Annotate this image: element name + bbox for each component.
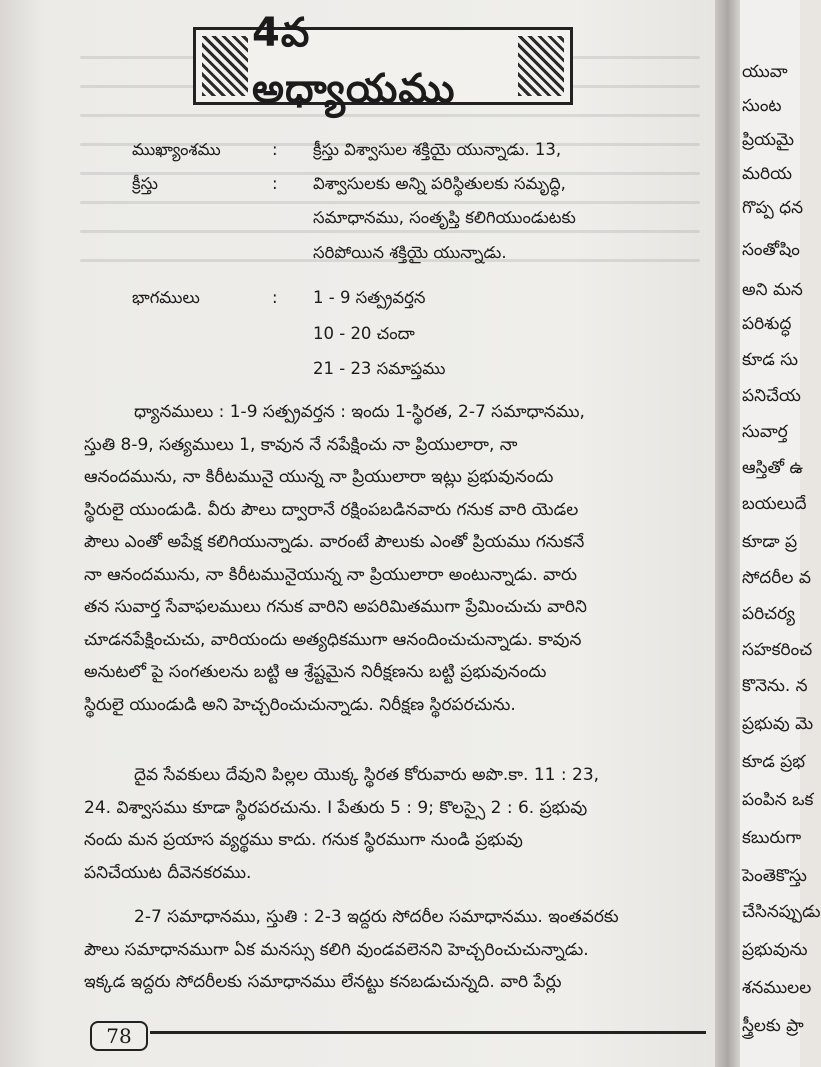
adjacent-page-fragment: అని మన: [742, 280, 803, 300]
summary-line: సమాధానము, సంతృప్తి కలిగియుండుటకు: [313, 208, 576, 227]
paragraph-line: తన సువార్త సేవాఫలములు గనుక వారిని అపరిమితముగా ప్రేమించుచు వారిని: [84, 597, 587, 617]
chapter-title: 4వ అధ్యాయము: [252, 10, 456, 112]
paragraph-line: ఇక్కడ ఇద్దరు సోదరీలకు సమాధానము లేనట్టు కనబడుచున్నది. వారి పేర్లు: [84, 972, 562, 992]
adjacent-page-fragment: ప్రభువును: [742, 940, 808, 960]
summary-line: క్రీస్తు విశ్వాసుల శక్తియై యున్నాడు. 13,: [313, 140, 562, 159]
adjacent-page-fragment: మరియ: [742, 164, 792, 184]
body-paragraph: [84, 396, 704, 721]
sections-colon: :: [272, 288, 278, 307]
paragraph-line: పౌలు సమాధానముగా ఏక మనస్సు కలిగి వుండవలెనని హెచ్చరించుచున్నాడు.: [84, 939, 589, 960]
adjacent-page-fragment: సహకరించ: [742, 640, 813, 660]
paragraph-line: దైవ సేవకులు దేవుని పిల్లల యొక్క స్థిరత కోరువారు అపొ.కా. 11 : 23,: [134, 765, 600, 785]
adjacent-page-fragment: ప్రియమై: [742, 130, 794, 150]
paragraph-line: అనుటలో పై సంగతులను బట్టి ఆ శ్రేష్టమైన నిరీక్షణను బట్టి ప్రభువునందు: [84, 662, 547, 682]
summary-colon-2: :: [272, 174, 278, 193]
footer-rule: [150, 1031, 706, 1034]
adjacent-page-fragment: కబురుగా: [742, 828, 802, 848]
summary-line: విశ్వాసులకు అన్ని పరిస్థితులకు సమృద్ధి,: [313, 174, 566, 193]
adjacent-page-fragment: కూడ ప్రభ: [742, 752, 806, 772]
adjacent-page-fragment: పంపిన ఒక: [742, 790, 814, 810]
summary-label-christ: క్రీస్తు: [132, 174, 158, 193]
paragraph-line: ధ్యానములు : 1-9 సత్ప్రవర్తన : ఇందు 1-స్థిరత, 2-7 సమాధానము,: [134, 402, 585, 422]
adjacent-page-fragment: చేసినప్పుడు: [742, 902, 821, 922]
paragraph-line: స్థిరులై యుండుడి. వీరు పౌలు ద్వారానే రక్షింపబడినవారు గనుక వారి యెడల: [84, 499, 579, 520]
adjacent-page-fragment: సుంట: [742, 96, 782, 116]
section-item: 21 - 23 సమాప్తము: [313, 359, 446, 378]
adjacent-page-fragment: కూడ సు: [742, 350, 799, 370]
paragraph-line: ఆనందమును, నా కిరీటమునై యున్న నా ప్రియులారా ఇట్లు ప్రభువునందు: [84, 467, 554, 487]
adjacent-page-fragment: కూడా ప్ర: [742, 532, 798, 552]
chapter-title-box: [193, 10, 573, 112]
adjacent-page-fragment: శనములల: [742, 978, 812, 998]
hatch-pattern-left: [202, 36, 248, 96]
paragraph-line: నందు మన ప్రయాస వ్యర్థము కాదు. గనుక స్థిరముగా నుండి ప్రభువు: [84, 830, 523, 850]
adjacent-page-fragment: కొనెను. న: [742, 676, 808, 696]
summary-line: సరిపోయిన శక్తియై యున్నాడు.: [313, 243, 507, 262]
summary-colon-1: :: [272, 140, 278, 159]
adjacent-page-fragment: బయలుదే: [742, 494, 807, 514]
adjacent-page-fragment: పెంతెకొస్తు: [742, 866, 807, 886]
paragraph-line: పౌలు ఎంతో అపేక్ష కలిగియున్నాడు. వారంటే పౌలుకు ఎంతో ప్రియము గనుకనే: [84, 532, 585, 552]
body-paragraph: [84, 759, 704, 889]
section-item: 1 - 9 సత్ప్రవర్తన: [313, 288, 426, 307]
hatch-pattern-right: [518, 36, 564, 96]
adjacent-page-edge: [740, 0, 821, 1067]
section-item: 10 - 20 చందా: [313, 324, 415, 343]
adjacent-page-fragment: పరిశుద్ధ: [742, 314, 792, 334]
paragraph-line: 24. విశ్వాసము కూడా స్థిరపరచును. I పేతురు 5 : 9; కొలస్సై 2 : 6. ప్రభువు: [84, 797, 588, 818]
adjacent-page-fragment: ఆస్తితో ఉ: [742, 458, 804, 478]
book-gutter: [715, 0, 740, 1067]
paragraph-line: చూడనపేక్షించుచు, వారియందు అత్యధికముగా ఆనందించుచున్నాడు. కావున: [84, 629, 582, 650]
adjacent-page-fragment: పరిచర్య: [742, 604, 795, 624]
adjacent-page-fragment: యువా: [742, 62, 788, 82]
adjacent-page-fragment: గొప్ప ధన: [742, 198, 804, 218]
paragraph-line: 2-7 సమాధానము, స్తుతి : 2-3 ఇద్దరు సోదరీల సమాధానము. ఇంతవరకు: [134, 907, 619, 927]
paragraph-line: స్తుతి 8-9, సత్యములు 1, కావున నే నపేక్షించు నా ప్రియులారా, నా: [84, 434, 518, 455]
page-number: 78: [90, 1021, 148, 1051]
adjacent-page-fragment: ప్రభువు మె: [742, 714, 814, 734]
adjacent-page-fragment: పనిచేయ: [742, 386, 801, 406]
adjacent-page-fragment: సువార్త: [742, 422, 788, 442]
sections-label: భాగములు: [132, 288, 200, 307]
summary-label-main-point: ముఖ్యాంశము: [132, 140, 221, 159]
paragraph-line: పనిచేయుట దీవెనకరము.: [84, 862, 252, 883]
adjacent-page-fragment: స్త్రీలకు ప్రా: [742, 1016, 804, 1036]
body-paragraph: [84, 901, 704, 999]
adjacent-page-fragment: సోదరీల వ: [742, 568, 811, 588]
paragraph-line: స్థిరులై యుండుడి అని హెచ్చరించుచున్నాడు. నిరీక్షణ స్థిరపరచును.: [84, 694, 516, 715]
adjacent-page-fragment: సంతోషిం: [742, 240, 800, 260]
paragraph-line: నా ఆనందమును, నా కిరీటమునైయున్న నా ప్రియులారా అంటున్నాడు. వారు: [84, 564, 577, 585]
